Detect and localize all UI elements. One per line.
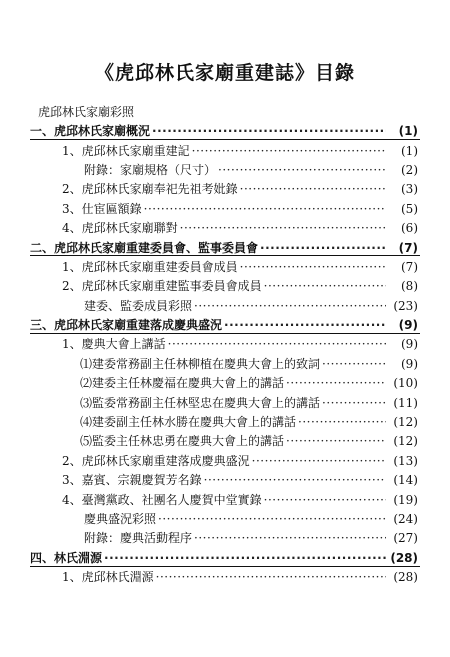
toc-entry (0, 141, 450, 160)
toc-entry (0, 297, 450, 316)
toc-entry-title: 3、仕宦匾額錄 (62, 201, 142, 216)
toc-entry-title: 附錄：慶典活動程序 (84, 531, 193, 546)
dot-leader (298, 413, 386, 432)
toc-page-number: (24) (393, 512, 418, 526)
toc-page-number: (28) (393, 570, 418, 585)
dot-leader (156, 568, 386, 587)
dot-leader (322, 355, 386, 374)
dot-leader (192, 142, 386, 161)
dot-leader (286, 374, 386, 393)
toc-entry (0, 471, 450, 490)
toc-entry-title: 2、虎邱林氏家廟重建監事委員會成員 (62, 279, 262, 294)
toc-entry-title: ⑶監委常務副主任林堅忠在慶典大會上的講話 (80, 395, 321, 410)
toc-entry-title: ⑸監委主任林忠勇在慶典大會上的講話 (80, 434, 285, 449)
toc-entry-title: 3、嘉賓、宗親慶賀芳名錄 (62, 473, 202, 488)
toc-entry-title: 三、虎邱林氏家廟重建落成慶典盛況 (30, 318, 223, 333)
toc-entry-title: 建委、監委成員彩照 (84, 298, 193, 313)
toc-page-number: (9) (401, 337, 418, 352)
toc-page-number: (9) (401, 356, 418, 371)
toc-entry (0, 568, 450, 587)
toc-page-number: (19) (393, 492, 418, 507)
toc-page-number: (12) (393, 415, 418, 430)
toc-entry-title: 慶典盛況彩照 (84, 512, 157, 526)
toc-entry (0, 452, 450, 471)
toc-entry (0, 258, 450, 277)
toc-entry (0, 180, 450, 199)
toc-entry-title: 一、虎邱林氏家廟概況 (30, 124, 151, 139)
toc-entry-title: 4、臺灣黨政、社團名人慶賀中堂實錄 (62, 492, 262, 507)
toc-page-number: (23) (393, 298, 418, 313)
toc-entry (0, 374, 450, 393)
toc-page-number: (9) (398, 318, 418, 333)
photo-section-label: 虎邱林氏家廟彩照 (38, 105, 135, 119)
dot-leader (240, 180, 386, 199)
toc-page-number: (7) (401, 259, 418, 274)
dot-leader (322, 394, 386, 413)
toc-entry (0, 393, 450, 412)
toc-entry (0, 529, 450, 548)
section-divider (30, 139, 420, 140)
dot-leader (194, 529, 386, 548)
toc-entry-title: 1、虎邱林氏家廟重建記 (62, 143, 190, 158)
toc-entry-title: ⑵建委主任林慶福在慶典大會上的講話 (80, 376, 285, 391)
dot-leader (252, 452, 386, 471)
toc-entry-title: 2、虎邱林氏家廟重建落成慶典盛況 (62, 453, 250, 468)
toc-page-number: (2) (401, 162, 418, 177)
toc-page-number: (14) (393, 473, 418, 488)
toc-entry (0, 490, 450, 509)
toc-entry (0, 355, 450, 374)
dot-leader (264, 277, 386, 296)
dot-leader (194, 297, 386, 316)
toc-page-number: (8) (401, 279, 418, 294)
toc-entry-title: ⑷建委副主任林水勝在慶典大會上的講話 (80, 415, 297, 430)
toc-entry (0, 219, 450, 238)
toc-entry (0, 335, 450, 354)
toc-page-number: (1) (398, 124, 418, 139)
dot-leader (204, 471, 386, 490)
toc-entry-title: ⑴建委常務副主任林柳植在慶典大會上的致詞 (80, 356, 321, 371)
toc-page-number: (12) (393, 434, 418, 449)
toc-page-number: (6) (401, 221, 418, 236)
toc-entry-title: 附錄：家廟規格（尺寸） (84, 162, 217, 177)
dot-leader (286, 432, 386, 451)
toc-entry (0, 413, 450, 432)
dot-leader (144, 200, 386, 219)
dot-leader (180, 219, 386, 238)
toc-page-number: (5) (401, 201, 418, 216)
toc-page-number: (13) (393, 453, 418, 468)
toc-page-number: (7) (398, 240, 418, 255)
toc-entry-title: 四、林氏淵源 (30, 550, 103, 565)
toc-entry (0, 277, 450, 296)
toc-page-number: (1) (401, 143, 418, 158)
section-divider (30, 333, 420, 334)
toc-entry-title: 2、虎邱林氏家廟奉祀先祖考妣錄 (62, 182, 238, 197)
dot-leader (240, 258, 386, 277)
toc-entry-title: 1、虎邱林氏淵源 (62, 570, 154, 585)
toc-entry (0, 200, 450, 219)
section-divider (30, 255, 420, 256)
toc-entry-title: 1、慶典大會上講話 (62, 337, 166, 352)
toc-entry (0, 432, 450, 451)
toc-entry (0, 510, 450, 529)
toc-page-number: (27) (393, 531, 418, 546)
dot-leader (218, 161, 386, 180)
document-title: 《虎邱林氏家廟重建誌》目錄 (94, 62, 355, 84)
toc-page-number: (28) (390, 550, 418, 565)
dot-leader (168, 335, 386, 354)
toc-entry (0, 161, 450, 180)
toc-entry-title: 二、虎邱林氏家廟重建委員會、監事委員會 (30, 240, 259, 255)
toc-entry-title: 1、虎邱林氏家廟重建委員會成員 (62, 259, 238, 274)
toc-entry-title: 4、虎邱林氏家廟聯對 (62, 221, 178, 236)
table-of-contents (0, 122, 450, 587)
toc-page-number: (3) (401, 182, 418, 197)
section-divider (30, 566, 420, 567)
dot-leader (104, 549, 386, 568)
toc-page-number: (11) (393, 395, 418, 410)
dot-leader (264, 491, 386, 510)
dot-leader (158, 510, 386, 529)
toc-page-number: (10) (393, 376, 418, 391)
